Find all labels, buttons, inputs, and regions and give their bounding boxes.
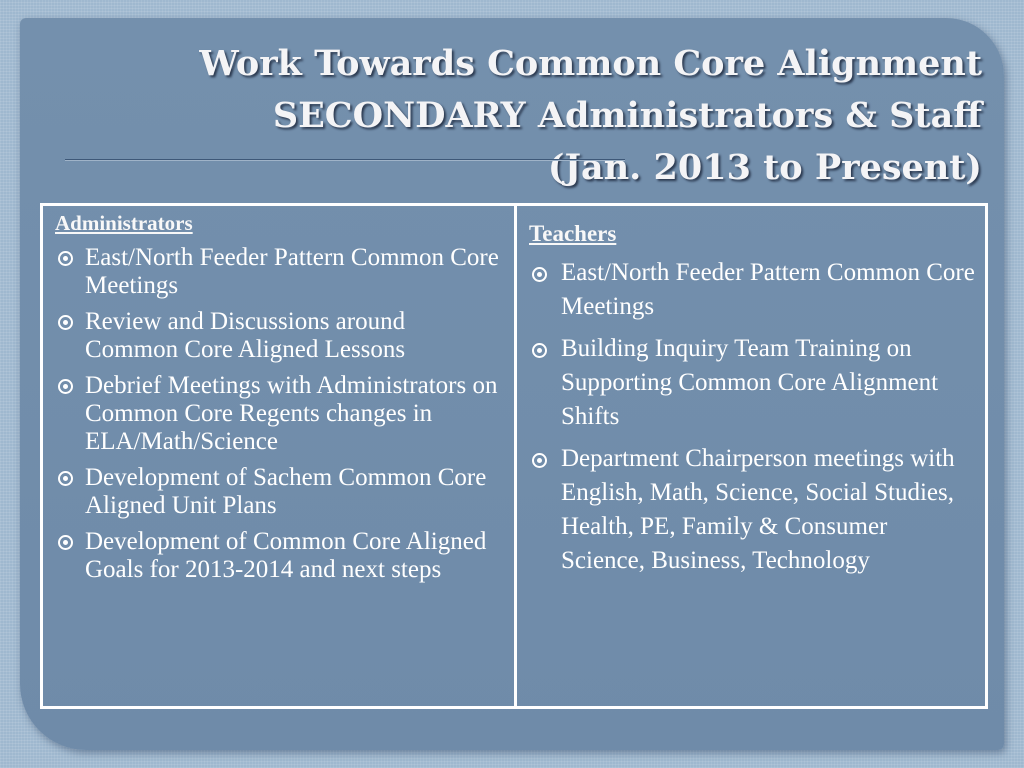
circle-bullet-icon: [532, 343, 547, 358]
circle-bullet-icon: [58, 379, 73, 394]
list-item-text: Debrief Meetings with Administrators on Common Core Regents changes in ELA/Math/Science: [85, 372, 498, 455]
title-line-2: SECONDARY Administrators & Staff: [272, 95, 982, 136]
list-item-text: Department Chairperson meetings with English, Math, Science, Social Studies, Health, PE, Family & Consumer Science, Business, Technology: [561, 445, 955, 574]
circle-bullet-icon: [532, 453, 547, 468]
list-item-text: Development of Common Core Aligned Goals for 2013-2014 and next steps: [85, 528, 487, 583]
circle-bullet-icon: [58, 535, 73, 550]
teachers-list: [529, 256, 975, 578]
circle-bullet-icon: [532, 267, 547, 282]
slide-title: [82, 38, 982, 194]
list-item-text: Review and Discussions around Common Core Aligned Lessons: [85, 308, 406, 363]
slide: [20, 18, 1004, 750]
circle-bullet-icon: [58, 471, 73, 486]
list-item: [55, 464, 504, 520]
list-item: [55, 528, 504, 584]
administrators-heading: Administrators: [55, 211, 193, 235]
list-item: [55, 244, 504, 300]
circle-bullet-icon: [58, 251, 73, 266]
title-divider: [65, 159, 625, 161]
list-item: [529, 256, 975, 324]
content-table: [40, 203, 988, 709]
administrators-column: [43, 206, 517, 706]
title-line-3: (Jan. 2013 to Present): [547, 147, 982, 188]
circle-bullet-icon: [58, 315, 73, 330]
list-item: [529, 442, 975, 578]
list-item-text: Building Inquiry Team Training on Supporting Common Core Alignment Shifts: [561, 335, 939, 430]
teachers-column: [517, 206, 985, 706]
administrators-list: [55, 244, 504, 584]
list-item-text: Development of Sachem Common Core Aligned Unit Plans: [85, 464, 487, 519]
list-item: [55, 372, 504, 456]
list-item: [529, 332, 975, 434]
list-item-text: East/North Feeder Pattern Common Core Meetings: [561, 259, 975, 320]
list-item-text: East/North Feeder Pattern Common Core Meetings: [85, 244, 499, 299]
list-item: [55, 308, 504, 364]
teachers-heading: Teachers: [529, 221, 617, 246]
title-line-1: Work Towards Common Core Alignment: [199, 43, 982, 84]
